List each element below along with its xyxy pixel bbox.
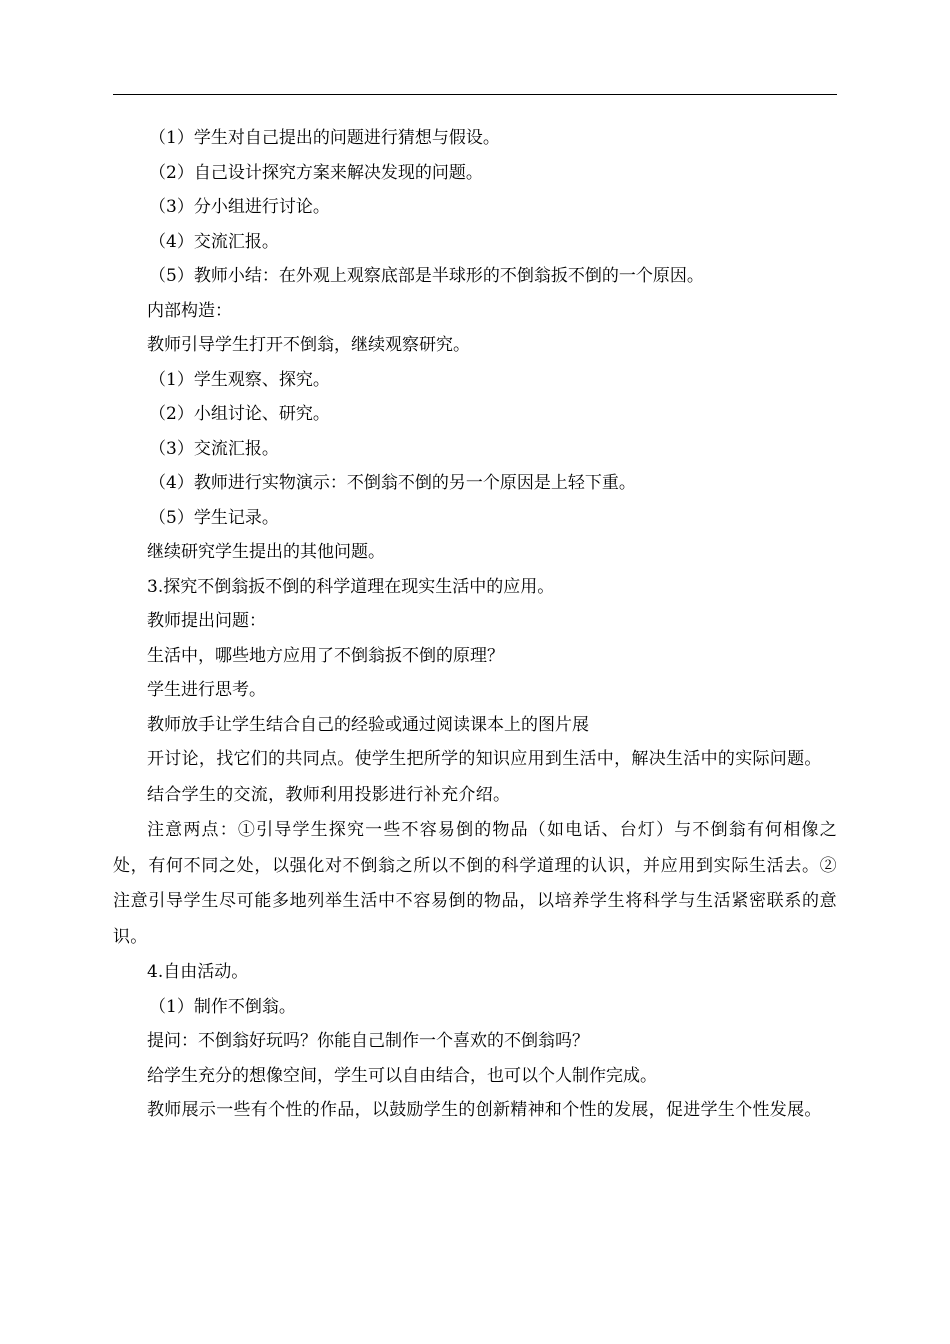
paragraph: （5）教师小结：在外观上观察底部是半球形的不倒翁扳不倒的一个原因。 [149,266,704,286]
paragraph: 教师展示一些有个性的作品，以鼓励学生的创新精神和个性的发展，促进学生个性发展。 [147,1100,822,1120]
paragraph: （1）制作不倒翁。 [149,996,296,1017]
paragraph: 注意两点：①引导学生探究一些不容易倒的物品（如电话、台灯）与不倒翁有何相像之处，有何不同之处，以强化对不倒翁之所以不倒的科学道理的认识，并应用到实际生活去。②注意引导学生尽可能多地列举生活中不容易倒的物品，以培养学生将科学与生活紧密联系的意识。 [113,820,837,947]
paragraph: 教师放手让学生结合自己的经验或通过阅读课本上的图片展 [147,714,589,735]
paragraph: （4）教师进行实物演示：不倒翁不倒的另一个原因是上轻下重。 [149,473,636,493]
paragraph: 教师提出问题： [147,611,266,631]
paragraph: （2）小组讨论、研究。 [149,404,330,424]
paragraph: 内部构造： [147,300,232,321]
paragraph: 开讨论，找它们的共同点。使学生把所学的知识应用到生活中，解决生活中的实际问题。 [147,749,822,769]
paragraph: （3）分小组进行讨论。 [149,197,330,217]
paragraph: （5）学生记录。 [149,507,279,528]
paragraph: 学生进行思考。 [147,680,266,700]
paragraph: 结合学生的交流，教师利用投影进行补充介绍。 [147,784,511,805]
paragraph: （1）学生观察、探究。 [149,369,330,390]
paragraph: 提问：不倒翁好玩吗？你能自己制作一个喜欢的不倒翁吗？ [147,1031,589,1051]
paragraph: 给学生充分的想像空间，学生可以自由结合，也可以个人制作完成。 [147,1065,657,1086]
header-rule [113,94,837,95]
paragraph: （3）交流汇报。 [149,438,279,459]
section-heading: 3.探究不倒翁扳不倒的科学道理在现实生活中的应用。 [147,576,555,597]
section-heading: 4.自由活动。 [147,962,249,982]
paragraph: （2）自己设计探究方案来解决发现的问题。 [149,162,483,183]
document-body [113,121,837,1129]
paragraph: 继续研究学生提出的其他问题。 [147,542,385,562]
paragraph: 生活中，哪些地方应用了不倒翁扳不倒的原理？ [147,645,504,666]
paragraph: 教师引导学生打开不倒翁，继续观察研究。 [147,335,470,355]
paragraph: （1）学生对自己提出的问题进行猜想与假设。 [149,128,500,148]
paragraph: （4）交流汇报。 [149,231,279,252]
